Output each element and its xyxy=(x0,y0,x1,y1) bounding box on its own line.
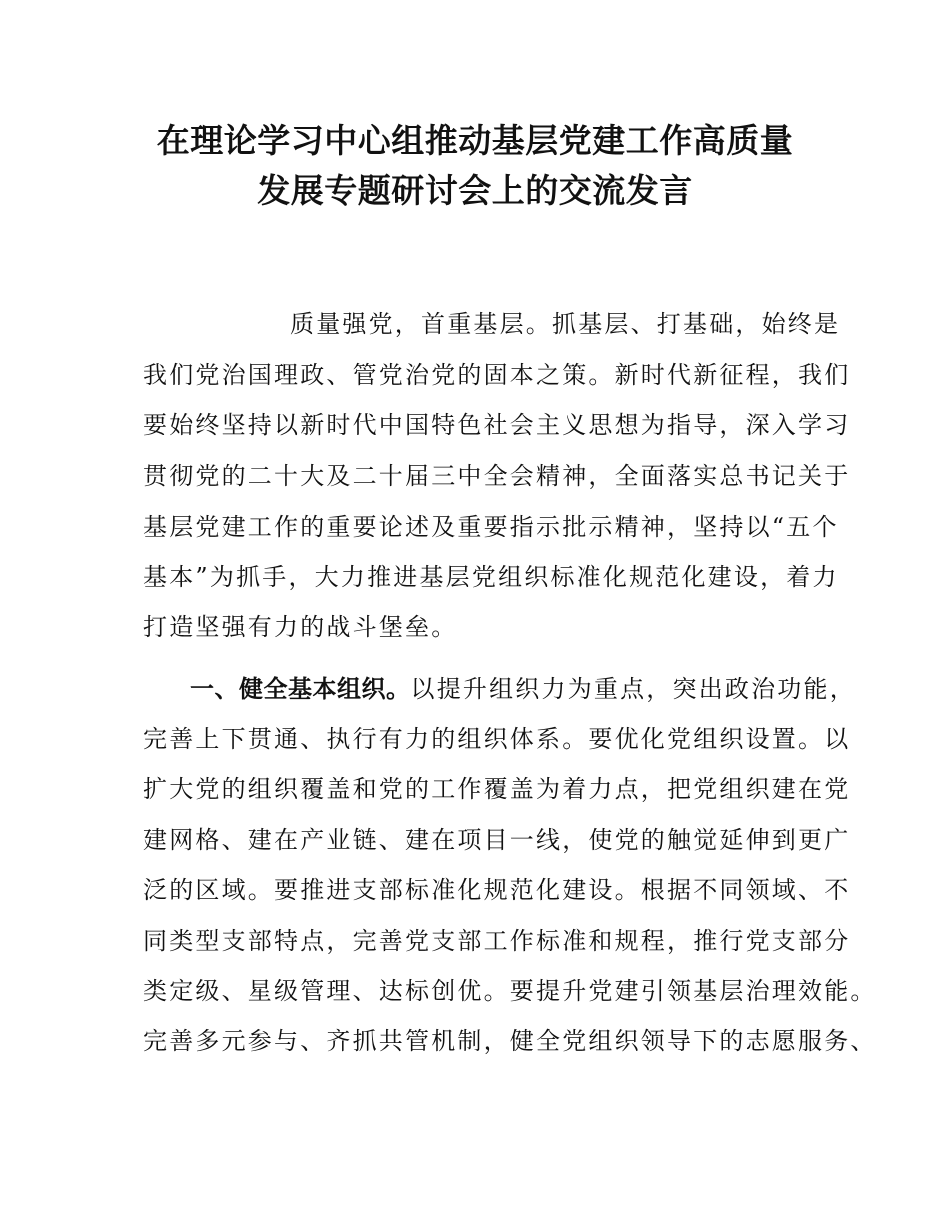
paragraph-line: 同类型支部特点，完善党支部工作标准和规程，推行党支部分 xyxy=(143,927,851,955)
paragraph-line: 扩大党的组织覆盖和党的工作覆盖为着力点，把党组织建在党 xyxy=(143,775,851,803)
title-line-1: 在理论学习中心组推动基层党建工作高质量 xyxy=(156,121,794,160)
section-1-first-line-text: 以提升组织力为重点，突出政治功能， xyxy=(410,675,856,703)
paragraph-line: 类定级、星级管理、达标创优。要提升党建引领基层治理效能。 xyxy=(143,977,877,1005)
paragraph-line: 泛的区域。要推进支部标准化规范化建设。根据不同领域、不 xyxy=(143,876,851,904)
document-title xyxy=(80,116,870,216)
paragraph-line: 基层党建工作的重要论述及重要指示批示精神，坚持以“五个 xyxy=(143,513,839,541)
title-line-2: 发展专题研讨会上的交流发言 xyxy=(257,171,693,210)
section-1-first-line xyxy=(190,674,856,704)
paragraph-line: 完善多元参与、齐抓共管机制，健全党组织领导下的志愿服务、 xyxy=(143,1027,877,1055)
paragraph-line: 贯彻党的二十大及二十届三中全会精神，全面落实总书记关于 xyxy=(143,462,851,490)
paragraph-line: 打造坚强有力的战斗堡垒。 xyxy=(143,613,458,641)
paragraph-line: 质量强党，首重基层。抓基层、打基础，始终是 xyxy=(290,310,841,338)
paragraph-line: 建网格、建在产业链、建在项目一线，使党的触觉延伸到更广 xyxy=(143,826,851,854)
paragraph-line: 我们党治国理政、管党治党的固本之策。新时代新征程，我们 xyxy=(143,361,851,389)
paragraph-line: 要始终坚持以新时代中国特色社会主义思想为指导，深入学习 xyxy=(143,411,851,439)
paragraph-line: 基本”为抓手，大力推进基层党组织标准化规范化建设，着力 xyxy=(143,563,839,591)
section-1-heading: 一、健全基本组织。 xyxy=(190,675,411,703)
paragraph-line: 完善上下贯通、执行有力的组织体系。要优化党组织设置。以 xyxy=(143,725,851,753)
